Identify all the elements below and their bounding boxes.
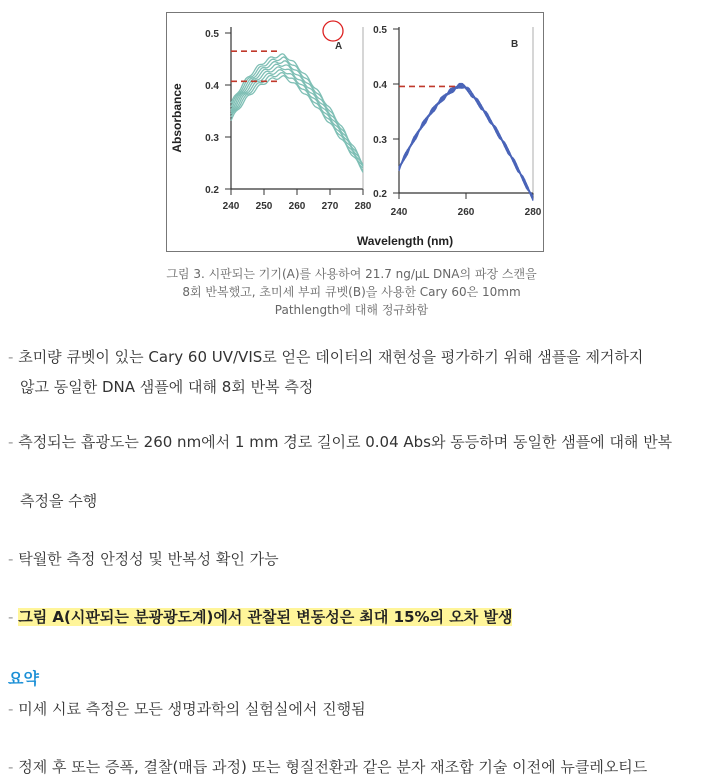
- panel-a-scan-2: [231, 73, 363, 171]
- panel-a-xtick-3: 270: [321, 201, 339, 212]
- panel-b-xticks: [391, 193, 542, 218]
- panel-a-yticks: [205, 29, 231, 196]
- panel-a: [205, 21, 372, 212]
- summary-item: [8, 697, 366, 721]
- panel-b-ytick-1: 0.4: [373, 80, 387, 91]
- highlighted-text: 그림 A(시판되는 분광광도계)에서 관찰된 변동성은 최대 15%의 오차 발생: [18, 608, 513, 626]
- bullet-marker: -: [8, 348, 14, 366]
- panel-b-scan-6: [399, 84, 533, 198]
- bullet-marker: -: [8, 608, 14, 626]
- bullet-continuation: 측정을 수행: [20, 492, 98, 510]
- y-axis-title: Absorbance: [170, 83, 184, 153]
- absorbance-figure: [166, 12, 544, 252]
- panel-b-scan-3: [399, 85, 533, 200]
- bullet-marker: -: [8, 433, 14, 451]
- panel-a-ytick-2: 0.3: [205, 133, 219, 144]
- panel-b-label: B: [511, 39, 519, 50]
- bullet-text: 측정되는 흡광도는 260 nm에서 1 mm 경로 길이로 0.04 Abs와 동등하며 동일한 샘플에 대해 반복: [18, 433, 673, 451]
- panel-b: [373, 25, 542, 218]
- panel-a-xtick-4: 280: [354, 201, 372, 212]
- bullet-text: 초미량 큐벳이 있는 Cary 60 UV/VIS로 얻은 데이터의 재현성을 평가하기 위해 샘플을 제거하지: [18, 348, 644, 366]
- bullet-continuation: 않고 동일한 DNA 샘플에 대해 8회 반복 측정: [20, 378, 314, 396]
- panel-b-xtick-0: 240: [390, 207, 408, 218]
- caption-line: 8회 반복했고, 초미세 부피 큐벳(B)을 사용한 Cary 60은 10mm: [182, 285, 521, 299]
- panel-a-xtick-0: 240: [222, 201, 240, 212]
- panel-b-scan-4: [399, 84, 533, 200]
- panel-b-curves: [399, 83, 533, 200]
- panel-a-ytick-1: 0.4: [205, 81, 219, 92]
- panel-a-ytick-0: 0.5: [205, 29, 219, 40]
- bullet-item: [8, 345, 643, 369]
- panel-b-scan-8: [399, 84, 533, 196]
- figure-caption: [120, 265, 583, 319]
- panel-b-scan-1: [399, 86, 533, 199]
- caption-line: 그림 3. 시판되는 기기(A)를 사용하여 21.7 ng/µL DNA의 파장 스캔을: [166, 267, 537, 281]
- summary-text: 미세 시료 측정은 모든 생명과학의 실험실에서 진행됨: [18, 700, 366, 718]
- panel-a-curves: [231, 54, 363, 173]
- bullet-item: [8, 547, 279, 571]
- summary-text: 정제 후 또는 증폭, 결찰(매듭 과정) 또는 형질전환과 같은 분자 재조합 기술 이전에 뉴클레오티드: [18, 758, 648, 776]
- bullet-item: [8, 430, 672, 454]
- panel-b-scan-5: [399, 84, 533, 199]
- panel-a-label: A: [335, 41, 343, 52]
- panel-b-yticks: [373, 25, 399, 200]
- panel-a-scan-7: [231, 57, 363, 166]
- bullet-marker: -: [8, 550, 14, 568]
- bullet-marker: -: [8, 758, 14, 776]
- bullet-marker: -: [8, 700, 14, 718]
- highlight-circle: [323, 21, 343, 41]
- figure-svg: [167, 13, 545, 253]
- summary-item: [8, 755, 647, 779]
- panel-a-xtick-1: 250: [255, 201, 273, 212]
- caption-line: Pathlength에 대해 정규화함: [274, 303, 429, 317]
- panel-a-ytick-3: 0.2: [205, 185, 219, 196]
- panel-a-xticks: [223, 189, 372, 212]
- panel-b-ytick-2: 0.3: [373, 135, 387, 146]
- panel-b-ytick-0: 0.5: [373, 25, 387, 36]
- panel-a-xtick-2: 260: [288, 201, 306, 212]
- panel-b-xtick-2: 280: [524, 207, 542, 218]
- bullet-text: 탁월한 측정 안정성 및 반복성 확인 가능: [18, 550, 279, 568]
- panel-b-xtick-1: 260: [457, 207, 475, 218]
- panel-b-ytick-3: 0.2: [373, 189, 387, 200]
- panel-b-scan-2: [399, 86, 533, 200]
- x-axis-title: Wavelength (nm): [356, 234, 454, 248]
- bullet-item-highlighted: [8, 605, 512, 629]
- summary-heading: 요약: [8, 669, 39, 688]
- panel-b-scan-7: [399, 83, 533, 196]
